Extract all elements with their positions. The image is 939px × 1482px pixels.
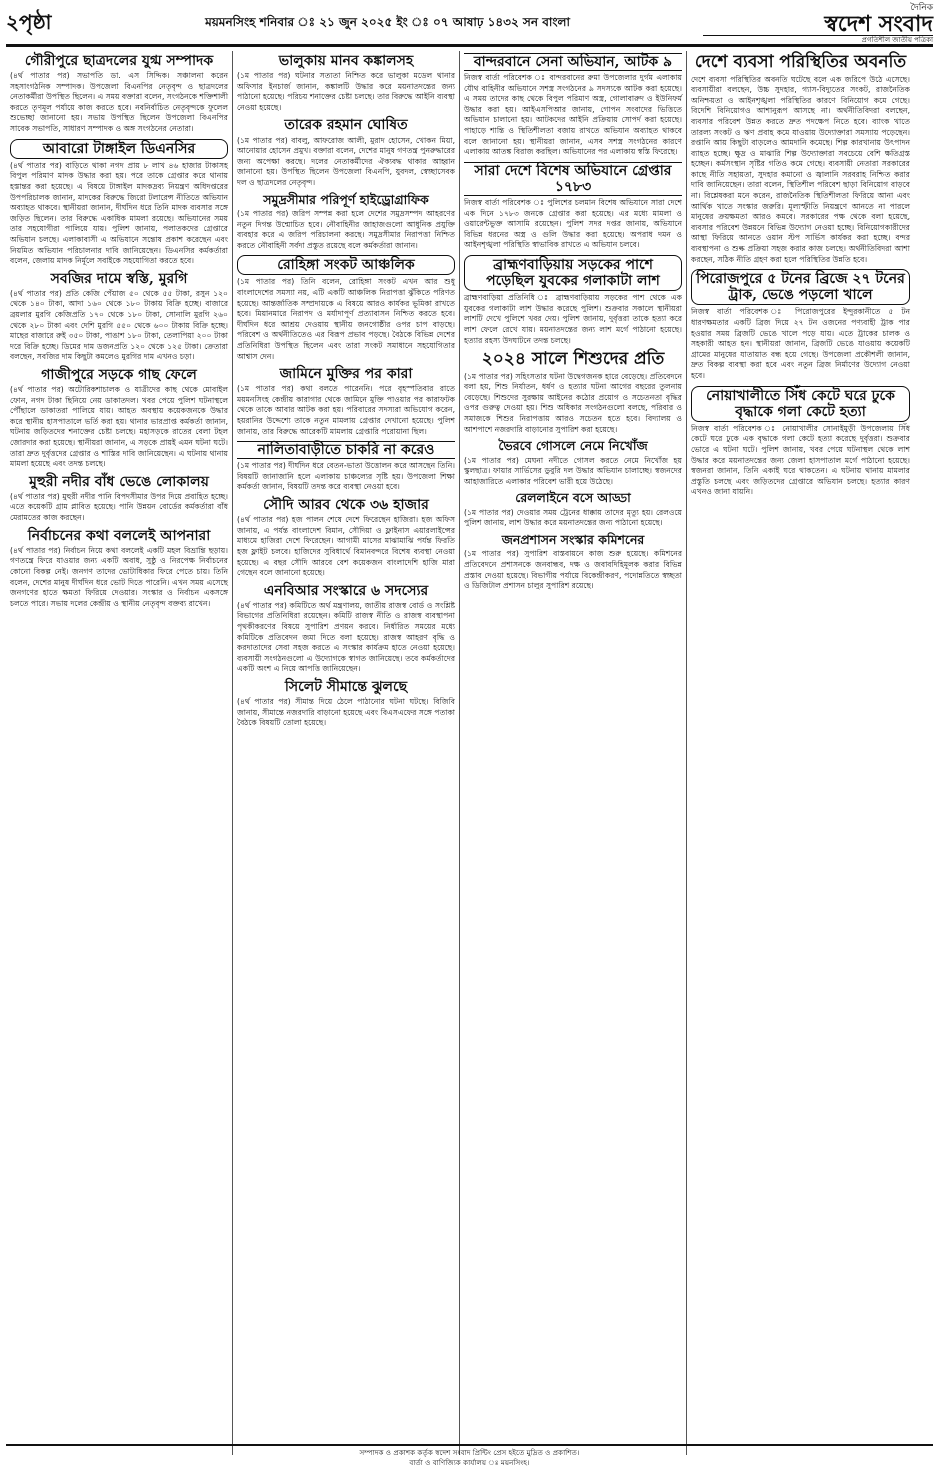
article-headline[interactable]: নির্বাচনের কথা বললেই আপনারা xyxy=(27,527,211,544)
article-body: (৪র্থ পাতার পর) প্রতি কেজি পেঁয়াজ ৫০ থেকে ৫৫ টাকা, রসুন ১২০ থেকে ১৪০ টাকা, আদা ১৬০ থেকে ১৮০ টাকায় বিক্রি হচ্ছে। বাজারে ব্রয়লার মুরগি কেজিপ্রতি ১৭০ থেকে ১৮০ টাকা, সোনালি মুরগি ২৬০ থেকে ২৮০ টাকা এবং দেশি মুরগি ৫৫০ থেকে ৬০০ টাকায় বিক্রি হচ্ছে। মাছের বাজারে রুই ৩৫০ টাকা, পাঙাশ ১৮০ টাকা, তেলাপিয়া ২০০ টাকা দরে বিক্রি হচ্ছে। ডিমের দাম ডজনপ্রতি ১২০ থেকে ১২৫ টাকা। ক্রেতারা বলছেন, সবজির দাম কিছুটা কমলেও মুরগির দাম এখনও চড়া। xyxy=(10,288,228,362)
article-body: (১ম পাতার পর) জরিপ সম্পন্ন করা হলে দেশের সমুদ্রসম্পদ আহরণের নতুন দিগন্ত উন্মোচিত হবে। নৌবাহিনীর জাহাজগুলো আধুনিক প্রযুক্তি ব্যবহার করে এ জরিপ পরিচালনা করছে। সমুদ্রসীমার নিরাপত্তা নিশ্চিত করতে নৌবাহিনী সর্বদা প্রস্তুত রয়েছে বলে কর্মকর্তারা জানান। xyxy=(237,208,455,250)
article xyxy=(10,139,228,267)
article-headline[interactable]: সবজির দামে স্বস্তি, মুরগি xyxy=(50,270,188,287)
article-body: (১ম পাতার পর) মেঘনা নদীতে গোসল করতে নেমে নিখোঁজ হয় স্কুলছাত্র। ফায়ার সার্ভিসের ডুবুরি দল উদ্ধার অভিযান চালাচ্ছে। স্বজনদের আহাজারিতে এলাকার পরিবেশ ভারী হয়ে উঠেছে। xyxy=(464,455,682,486)
article-headline[interactable]: মুহুরী নদীর বাঁধ ভেঙে লোকালয় xyxy=(29,473,209,490)
article xyxy=(237,117,455,188)
article xyxy=(10,528,228,610)
article-headline[interactable]: সমুদ্রসীমার পরিপূর্ণ হাইড্রোগ্রাফিক xyxy=(263,191,429,207)
article xyxy=(691,53,910,265)
article-headline[interactable]: ভালুকায় মানব কঙ্কালসহ xyxy=(278,53,414,69)
article xyxy=(10,474,228,524)
article-headline[interactable]: দেশে ব্যবসা পরিস্থিতির অবনতি xyxy=(694,52,907,72)
article-body: (৪র্থ পাতার পর) কমিটিতে অর্থ মন্ত্রণালয়, জাতীয় রাজস্ব বোর্ড ও সংশ্লিষ্ট বিভাগের প্রতিনিধিরা রয়েছেন। কমিটি রাজস্ব নীতি ও রাজস্ব ব্যবস্থাপনা পৃথকীকরণের বিষয়ে সুপারিশ প্রণয়ন করবে। নির্ধারিত সময়ের মধ্যে কমিটিকে প্রতিবেদন জমা দিতে বলা হয়েছে। রাজস্ব আহরণ বৃদ্ধি ও করদাতাদের সেবা সহজ করতে এ সংস্কার কার্যক্রম হাতে নেওয়া হয়েছে। ব্যবসায়ী সংগঠনগুলো এ উদ্যোগকে স্বাগত জানিয়েছে। তবে কর্মকর্তাদের একটি অংশ এ নিয়ে আপত্তি জানিয়েছেন। xyxy=(237,600,455,674)
article xyxy=(691,386,910,498)
article-headline[interactable]: ব্রাহ্মণবাড়িয়ায় সড়কের পাশে পড়েছিল যুবকের গলাকাটা লাশ xyxy=(464,255,682,291)
article-headline[interactable]: গাজীপুরে সড়কে গাছ ফেলে xyxy=(41,366,197,383)
article-headline[interactable]: রেললাইনে বসে আড্ডা xyxy=(515,490,631,506)
article xyxy=(237,497,455,579)
column-2 xyxy=(233,51,460,1455)
page-header xyxy=(6,4,933,47)
column-1 xyxy=(6,51,233,1455)
article-headline[interactable]: সৌদি আরব থেকে ৩৬ হাজার xyxy=(263,497,429,514)
article xyxy=(464,162,682,251)
article-body: নিজস্ব বার্তা পরিবেশক ঃ পিরোজপুরের ইন্দুরকানীতে ৫ টন ধারণক্ষমতার একটি ব্রিজ দিয়ে ২৭ টন ওজনের পণ্যবাহী ট্রাক পার হওয়ার সময় ব্রিজটি ভেঙে খালে পড়ে যায়। এতে ট্রাকের চালক ও সহকারী আহত হন। স্থানীয়রা জানান, ব্রিজটি ভেঙে যাওয়ায় কয়েকটি গ্রামের মানুষের যাতায়াত বন্ধ হয়ে গেছে। উপজেলা প্রকৌশলী জানান, দ্রুত বিকল্প ব্যবস্থা করা হবে এবং নতুন ব্রিজ নির্মাণের উদ্যোগ নেওয়া হবে। xyxy=(691,307,910,380)
article-columns xyxy=(6,51,933,1455)
article xyxy=(464,491,682,529)
article-body: (৪র্থ পাতার পর) অটোরিকশাচালক ও যাত্রীদের কাছ থেকে মোবাইল ফোন, নগদ টাকা ছিনিয়ে নেয় ডাকাতদল। খবর পেয়ে পুলিশ ঘটনাস্থলে পৌঁছালে ডাকাতরা পালিয়ে যায়। আহত অবস্থায় কয়েকজনকে উদ্ধার করে স্থানীয় হাসপাতালে ভর্তি করা হয়। থানার ভারপ্রাপ্ত কর্মকর্তা জানান, ঘটনায় জড়িতদের শনাক্তের চেষ্টা চলছে। মহাসড়কে রাতের বেলা টহল জোরদার করা হয়েছে। স্থানীয়রা জানান, এ সড়কে প্রায়ই এমন ঘটনা ঘটে। তারা দ্রুত দুর্বৃত্তদের গ্রেপ্তার ও শাস্তির দাবি জানিয়েছেন। এ ঘটনায় থানায় মামলা হয়েছে এবং তদন্ত চলছে। xyxy=(10,385,228,469)
article xyxy=(464,53,682,158)
article-body: দেশে ব্যবসা পরিস্থিতির অবনতি ঘটেছে বলে এক জরিপে উঠে এসেছে। ব্যবসায়ীরা বলছেন, উচ্চ সুদহার, গ্যাস-বিদ্যুতের সংকট, রাজনৈতিক অনিশ্চয়তা ও আইনশৃঙ্খলা পরিস্থিতির কারণে বিনিয়োগ কমে গেছে। বিদেশি বিনিয়োগও আশানুরূপ আসছে না। অর্থনীতিবিদরা বলছেন, ব্যবসার পরিবেশ উন্নত করতে দ্রুত পদক্ষেপ নিতে হবে। ব্যাংক খাতে তারল্য সংকট ও ঋণ প্রবাহ কমে যাওয়ায় উদ্যোক্তারা সমস্যায় পড়েছেন। রপ্তানি আয় কিছুটা বাড়লেও আমদানি কমেছে। শিল্প কারখানায় উৎপাদন ব্যাহত হচ্ছে। ক্ষুদ্র ও মাঝারি শিল্প উদ্যোক্তারা সবচেয়ে বেশি ক্ষতিগ্রস্ত হচ্ছেন। কর্মসংস্থান সৃষ্টির গতিও কমে গেছে। ব্যবসায়ী নেতারা সরকারের কাছে নীতি সহায়তা, সুদহার কমানো ও জ্বালানি সরবরাহ নিশ্চিত করার দাবি জানিয়েছেন। তারা বলেন, স্থিতিশীল পরিবেশ ছাড়া বিনিয়োগ বাড়বে না। বিশ্লেষকরা মনে করেন, রাজনৈতিক স্থিতিশীলতা ফিরিয়ে আনা এবং আর্থিক খাতে সংস্কার জরুরি। মূল্যস্ফীতি নিয়ন্ত্রণে আনতে না পারলে মানুষের ক্রয়ক্ষমতা আরও কমবে। সরকারের পক্ষ থেকে বলা হয়েছে, ব্যবসার পরিবেশ উন্নয়নে বিভিন্ন উদ্যোগ নেওয়া হচ্ছে। বিনিয়োগকারীদের আস্থা ফিরিয়ে আনতে ওয়ান স্টপ সার্ভিস কার্যকর করা হচ্ছে। বন্দর ব্যবস্থাপনা ও শুল্ক প্রক্রিয়া সহজ করার কাজ চলছে। অর্থনীতিবিদরা আশা করছেন, সঠিক নীতি গ্রহণ করা হলে পরিস্থিতির উন্নতি হবে। xyxy=(691,74,910,264)
article-headline[interactable]: সিলেট সীমান্তে ঝুলছে xyxy=(284,678,408,695)
article xyxy=(464,255,682,346)
article-body: (১ম পাতার পর) সহিংসতার ঘটনা উদ্বেগজনক হারে বেড়েছে। প্রতিবেদনে বলা হয়, শিশু নির্যাতন, ধর্ষণ ও হত্যার ঘটনা আগের বছরের তুলনায় বেড়েছে। শিশুদের সুরক্ষায় আইনের কঠোর প্রয়োগ ও সচেতনতা বৃদ্ধির ওপর গুরুত্ব দেওয়া হয়। শিশু অধিকার সংগঠনগুলো বলছে, পরিবার ও সমাজকে শিশুর নিরাপত্তায় আরও সচেতন হতে হবে। বিদ্যালয় ও আশপাশে নজরদারি বাড়ানোর সুপারিশ করা হয়েছে। xyxy=(464,371,682,434)
masthead-tagline: প্রগতিশীল জাতীয় পত্রিকা xyxy=(703,35,933,45)
article xyxy=(10,367,228,470)
article-body: নিজস্ব বার্তা পরিবেশক ঃ পুলিশের চলমান বিশেষ অভিযানে সারা দেশে এক দিনে ১৭৮৩ জনকে গ্রেপ্তার করা হয়েছে। এর মধ্যে মামলা ও ওয়ারেন্টভুক্ত আসামি রয়েছেন। পুলিশ সদর দপ্তর জানায়, অভিযানে বিভিন্ন ধরনের অস্ত্র ও গুলি উদ্ধার করা হয়েছে। অপরাধ দমন ও আইনশৃঙ্খলা পরিস্থিতি স্বাভাবিক রাখতে এ অভিযান চলবে। xyxy=(464,198,682,250)
article xyxy=(237,193,455,252)
date-line: ময়মনসিংহ শনিবার ঃ ২১ জুন ২০২৫ ইং ঃ ০৭ আষাঢ় ১৪৩২ সন বাংলা xyxy=(205,15,570,29)
article-headline[interactable]: নালিতাবাড়ীতে চাকরি না করেও xyxy=(237,441,455,459)
article xyxy=(464,350,682,435)
article-headline[interactable]: নোয়াখালীতে সিঁধ কেটে ঘরে ঢুকে বৃদ্ধাকে গলা কেটে হত্যা xyxy=(691,386,910,422)
article xyxy=(237,53,455,113)
article xyxy=(237,679,455,729)
article-body: (১ম পাতার পর) বাবলু, আফরোজ আলী, মুরাদ হোসেন, খোকন মিয়া, আনোয়ার হোসেন প্রমুখ। বক্তারা বলেন, দেশের মানুষ গণতন্ত্র পুনরুদ্ধারের জন্য অপেক্ষা করছে। দলের নেতাকর্মীদের ঐক্যবদ্ধ থাকার আহ্বান জানানো হয়। উপস্থিত ছিলেন উপজেলা বিএনপি, যুবদল, স্বেচ্ছাসেবক দল ও ছাত্রদলের নেতৃবৃন্দ। xyxy=(237,135,455,187)
article-body: (৪র্থ পাতার পর) সভাপতি ডা. এস সিদ্দিক। সঞ্চালনা করেন সহসাংগঠনিক সম্পাদক। উপজেলা বিএনপির নেতৃবৃন্দ ও ছাত্রদলের নেতাকর্মীরা উপস্থিত ছিলেন। এ সময় বক্তারা বলেন, সংগঠনকে শক্তিশালী করতে তৃণমূল পর্যায়ে কাজ করতে হবে। নবনির্বাচিত নেতৃবৃন্দকে ফুলেল শুভেচ্ছা জানানো হয়। সভায় উপস্থিত ছিলেন উপজেলা বিএনপির সাবেক সভাপতি, সাধারণ সম্পাদক ও অঙ্গ সংগঠনের নেতারা। xyxy=(10,71,228,134)
footer-line-2: বার্তা ও বাণিজ্যিক কার্যালয় ঃ ময়নসিংহ। xyxy=(409,1458,530,1467)
column-3 xyxy=(460,51,687,1455)
article-headline[interactable]: জামিনে মুক্তির পর কারা xyxy=(279,366,413,383)
masthead-name: স্বদেশ সংবাদ xyxy=(824,11,933,37)
article-body: (১ম পাতার পর) দীর্ঘদিন ধরে বেতন-ভাতা উত্তোলন করে আসছেন তিনি। বিষয়টি জানাজানি হলে এলাকায় চাঞ্চল্যের সৃষ্টি হয়। উপজেলা শিক্ষা কর্মকর্তা জানান, বিষয়টি তদন্ত করে ব্যবস্থা নেওয়া হবে। xyxy=(237,461,455,492)
column-4 xyxy=(687,51,914,1455)
article-headline[interactable]: তারেক রহমান ঘোষিত xyxy=(284,117,408,134)
article-body: (৪র্থ পাতার পর) নির্বাচন নিয়ে কথা বললেই একটি মহল বিভ্রান্তি ছড়ায়। গণতন্ত্রে ফিরে যাওয়ার জন্য একটি অবাধ, সুষ্ঠু ও নিরপেক্ষ নির্বাচনের কোনো বিকল্প নেই। জনগণ তাদের ভোটাধিকার ফিরে পেতে চায়। তিনি বলেন, দেশের মানুষ দীর্ঘদিন ধরে ভোট দিতে পারেনি। এখন সময় এসেছে জনগণের হাতে ক্ষমতা ফিরিয়ে দেওয়ার। সংস্কার ও নির্বাচন একসঙ্গে চলতে পারে। সভায় দলের কেন্দ্রীয় ও স্থানীয় নেতৃবৃন্দ বক্তব্য রাখেন। xyxy=(10,545,228,608)
article-body: (৪র্থ পাতার পর) বাড়িতে থাকা নগদ প্রায় ৮ লাখ ৪৬ হাজার টাকাসহ বিপুল পরিমাণ মাদক উদ্ধার করা হয়। পরে তাকে গ্রেপ্তার করে থানায় হস্তান্তর করা হয়েছে। এ বিষয়ে টাঙ্গাইল মাদকদ্রব্য নিয়ন্ত্রণ অধিদপ্তরের উপপরিচালক জানান, মাদকের বিরুদ্ধে জিরো টলারেন্স নীতিতে অভিযান অব্যাহত থাকবে। স্থানীয়রা জানান, দীর্ঘদিন ধরে তিনি মাদক ব্যবসার সঙ্গে জড়িত ছিলেন। তার বিরুদ্ধে একাধিক মামলা রয়েছে। অভিযানের সময় তার সহযোগীরা পালিয়ে যায়। পুলিশ জানায়, পলাতকদের গ্রেপ্তারে অভিযান চলছে। এলাকাবাসী এ অভিযানে সন্তোষ প্রকাশ করেছেন এবং নিয়মিত অভিযান পরিচালনার দাবি জানিয়েছেন। ডিএনসির কর্মকর্তারা বলেন, জেলায় মাদক নির্মূলে সবাইকে সহযোগিতা করতে হবে। xyxy=(10,160,228,266)
article xyxy=(464,533,682,592)
page-number: ২পৃষ্ঠা xyxy=(6,9,52,34)
article-body: (১ম পাতার পর) তিনি বলেন, রোহিঙ্গা সংকট এখন আর শুধু বাংলাদেশের সমস্যা নয়, এটি একটি আঞ্চলিক নিরাপত্তা ঝুঁকিতে পরিণত হয়েছে। আন্তর্জাতিক সম্প্রদায়কে এ বিষয়ে আরও কার্যকর ভূমিকা রাখতে হবে। মিয়ানমারে নিরাপদ ও মর্যাদাপূর্ণ প্রত্যাবাসন নিশ্চিত করতে হবে। দীর্ঘদিন ধরে আশ্রয় দেওয়ায় স্থানীয় জনগোষ্ঠীর ওপর চাপ বাড়ছে। পরিবেশ ও অর্থনীতিতেও এর বিরূপ প্রভাব পড়ছে। বৈঠকে বিভিন্ন দেশের প্রতিনিধিরা উপস্থিত ছিলেন এবং তারা সংকট সমাধানে সহযোগিতার আশ্বাস দেন। xyxy=(237,277,455,361)
article-headline[interactable]: আবারো টাঙ্গাইল ডিএনসির xyxy=(10,139,228,159)
article xyxy=(237,366,455,437)
article-body: (১ম পাতার পর) সুপারিশ বাস্তবায়নে কাজ শুরু হয়েছে। কমিশনের প্রতিবেদনে প্রশাসনকে জনবান্ধব, দক্ষ ও জবাবদিহিমূলক করার বিভিন্ন প্রস্তাব দেওয়া হয়েছে। বিভাগীয় পর্যায়ে বিকেন্দ্রীকরণ, পদোন্নতিতে স্বচ্ছতা ও ডিজিটাল প্রশাসন চালুর সুপারিশ রয়েছে। xyxy=(464,549,682,591)
article xyxy=(237,583,455,675)
article-body: (৪র্থ পাতার পর) হজ পালন শেষে দেশে ফিরেছেন হাজিরা। হজ অফিস জানায়, এ পর্যন্ত বাংলাদেশ বিমান, সৌদিয়া ও ফ্লাইনাস এয়ারলাইন্সের মাধ্যমে হাজিরা দেশে ফিরেছেন। আগামী মাসের মাঝামাঝি পর্যন্ত ফিরতি হজ ফ্লাইট চলবে। হাজিদের সুবিধার্থে বিমানবন্দরে বিশেষ ব্যবস্থা নেওয়া হয়েছে। এ বছর সৌদি আরবে বেশ কয়েকজন বাংলাদেশি হাজি মারা গেছেন বলে জানানো হয়েছে। xyxy=(237,515,455,578)
article-headline[interactable]: বান্দরবানে সেনা অভিযান, আটক ৯ xyxy=(464,53,682,71)
article-headline[interactable]: পিরোজপুরে ৫ টনের ব্রিজে ২৭ টনের ট্রাক, ভেঙে পড়লো খালে xyxy=(691,269,910,305)
article xyxy=(237,441,455,493)
article-body: (১ম পাতার পর) দেওয়ার সময় ট্রেনের ধাক্কায় তাদের মৃত্যু হয়। রেলওয়ে পুলিশ জানায়, লাশ উদ্ধার করে ময়নাতদন্তের জন্য পাঠানো হয়েছে। xyxy=(464,507,682,528)
article-body: নিজস্ব বার্তা পরিবেশক ঃ নোয়াখালীর সোনাইমুড়ী উপজেলায় সিঁধ কেটে ঘরে ঢুকে এক বৃদ্ধাকে গলা কেটে হত্যা করেছে দুর্বৃত্তরা। শুক্রবার ভোরে এ ঘটনা ঘটে। পুলিশ জানায়, খবর পেয়ে ঘটনাস্থল থেকে লাশ উদ্ধার করে ময়নাতদন্তের জন্য জেলা হাসপাতাল মর্গে পাঠানো হয়েছে। স্বজনরা জানান, তিনি একাই ঘরে থাকতেন। এ ঘটনায় থানায় মামলার প্রস্তুতি চলছে এবং জড়িতদের গ্রেপ্তারে অভিযান চলছে। হত্যার কারণ এখনও জানা যায়নি। xyxy=(691,423,910,497)
article-body: নিজস্ব বার্তা পরিবেশক ঃ বান্দরবানের রুমা উপজেলার দুর্গম এলাকায় যৌথ বাহিনীর অভিযানে সশস্ত্র সংগঠনের ৯ সদস্যকে আটক করা হয়েছে। এ সময় তাদের কাছ থেকে বিপুল পরিমাণ অস্ত্র, গোলাবারুদ ও ইউনিফর্ম উদ্ধার করা হয়। আইএসপিআর জানায়, গোপন সংবাদের ভিত্তিতে অভিযান চালানো হয়। আটকদের আইনি প্রক্রিয়ায় সোপর্দ করা হয়েছে। পাহাড়ে শান্তি ও স্থিতিশীলতা বজায় রাখতে অভিযান অব্যাহত থাকবে বলে জানানো হয়। স্থানীয়রা জানান, এসব সশস্ত্র সংগঠনের কারণে এলাকায় আতঙ্ক বিরাজ করছিল। অভিযানের পর এলাকায় স্বস্তি ফিরেছে। xyxy=(464,73,682,157)
article-headline[interactable]: ২০২৪ সালে শিশুদের প্রতি xyxy=(481,349,665,370)
article-headline[interactable]: ভৈরবে গোসলে নেমে নিখোঁজ xyxy=(498,438,648,454)
article-body: (১ম পাতার পর) কথা বলতে পারেননি। পরে বৃহস্পতিবার রাতে ময়মনসিংহ কেন্দ্রীয় কারাগার থেকে জামিনে মুক্তি পাওয়ার পর কারাফটক থেকে তাকে আবার আটক করা হয়। পরিবারের সদস্যরা অভিযোগ করেন, হয়রানির উদ্দেশ্যে তাকে নতুন মামলায় গ্রেপ্তার দেখানো হয়েছে। পুলিশ জানায়, তার বিরুদ্ধে আরেকটি মামলায় গ্রেপ্তারি পরোয়ানা ছিল। xyxy=(237,384,455,436)
page-footer xyxy=(6,1444,933,1478)
article xyxy=(691,269,910,381)
masthead-small: দৈনিক xyxy=(910,3,933,13)
article xyxy=(10,271,228,363)
article-body: ব্রাহ্মণবাড়িয়া প্রতিনিধি ঃ ব্রাহ্মণবাড়িয়ায় সড়কের পাশ থেকে এক যুবকের গলাকাটা লাশ উদ্ধার করেছে পুলিশ। শুক্রবার সকালে স্থানীয়রা লাশটি দেখে পুলিশে খবর দেয়। পুলিশ জানায়, দুর্বৃত্তরা তাকে হত্যা করে লাশ ফেলে রেখে যায়। ময়নাতদন্তের জন্য লাশ মর্গে পাঠানো হয়েছে। হত্যার রহস্য উদঘাটনে তদন্ত চলছে। xyxy=(464,293,682,345)
article xyxy=(464,439,682,487)
article-body: (৪র্থ পাতার পর) মুহুরী নদীর পানি বিপদসীমার উপর দিয়ে প্রবাহিত হচ্ছে। এতে কয়েকটি গ্রাম প্লাবিত হয়েছে। পানি উন্নয়ন বোর্ডের কর্মকর্তারা বাঁধ মেরামতের কাজ করছেন। xyxy=(10,491,228,523)
article-body: (৪র্থ পাতার পর) সীমান্ত দিয়ে ঠেলে পাঠানোর ঘটনা ঘটছে। বিজিবি জানায়, সীমান্তে নজরদারি বাড়ানো হয়েছে এবং বিএসএফের সঙ্গে পতাকা বৈঠকে বিষয়টি তোলা হয়েছে। xyxy=(237,697,455,728)
article xyxy=(10,53,228,135)
article-headline[interactable]: জনপ্রশাসন সংস্কার কমিশনের xyxy=(501,531,645,547)
article-body: (১ম পাতার পর) ঘটনার সত্যতা নিশ্চিত করে ভালুকা মডেল থানার অফিসার ইনচার্জ জানান, কঙ্কালটি উদ্ধার করে ময়নাতদন্তের জন্য পাঠানো হয়েছে। পরিচয় শনাক্তের চেষ্টা চলছে। তার বিরুদ্ধে আইনি ব্যবস্থা নেওয়া হয়েছে। xyxy=(237,71,455,112)
footer-line-1: সম্পাদক ও প্রকাশক কর্তৃক স্বদেশ সংবাদ প্রিন্টিং প্রেস হইতে মুদ্রিত ও প্রকাশিত। xyxy=(359,1448,580,1457)
article-headline[interactable]: সারা দেশে বিশেষ অভিযানে গ্রেপ্তার ১৭৮৩ xyxy=(464,162,682,196)
article-headline[interactable]: রোহিঙ্গা সংকট আঞ্চলিক xyxy=(237,255,455,275)
article-headline[interactable]: এনবিআর সংস্কারে ৬ সদস্যের xyxy=(263,582,429,599)
article-headline[interactable]: গৌরীপুরে ছাত্রদলের যুগ্ম সম্পাদক xyxy=(24,53,214,69)
article xyxy=(237,255,455,362)
masthead xyxy=(703,3,933,45)
